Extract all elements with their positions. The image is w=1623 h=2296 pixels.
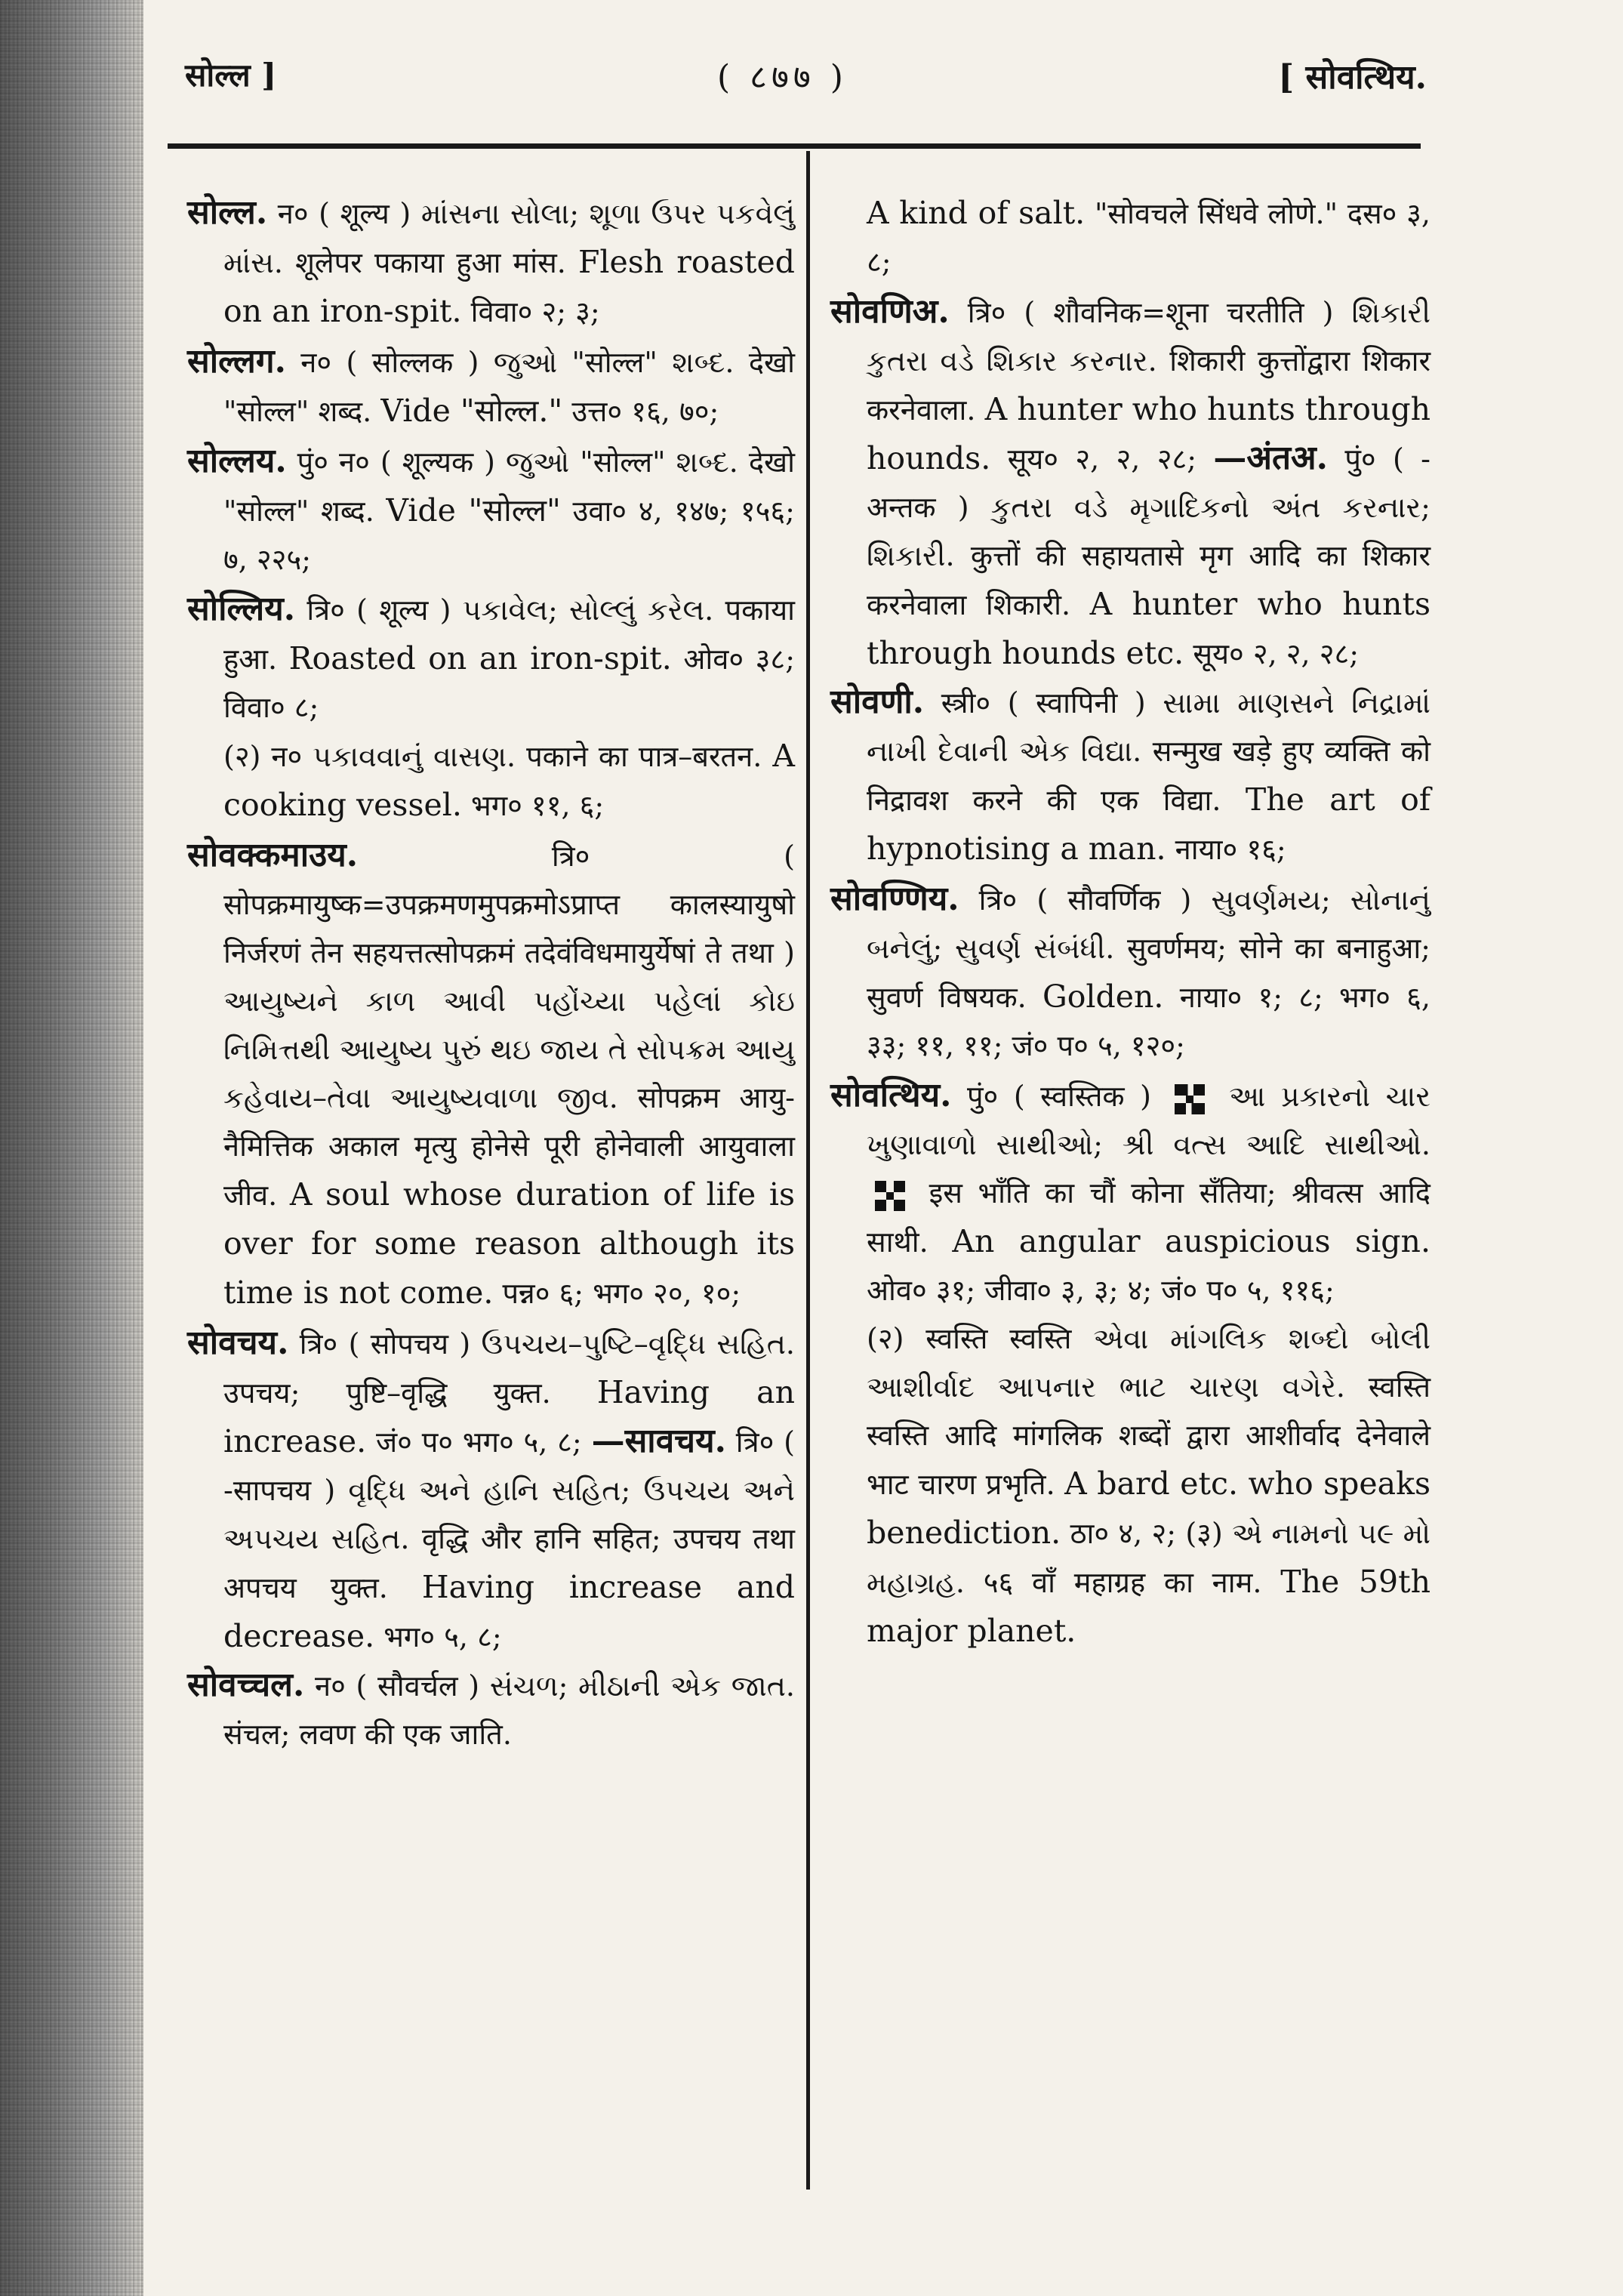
references: भग० ११, ६; xyxy=(470,789,605,822)
dictionary-entry xyxy=(187,189,795,336)
dictionary-entry xyxy=(187,1661,795,1758)
entry-definition: (३) એ નામનો ૫૯ મો મહાગ્રહ. ५६ वाँ महाग्रह का नाम. xyxy=(867,1517,1431,1599)
left-column xyxy=(187,189,795,2227)
references: विवा० २; ३; xyxy=(470,295,600,328)
headword: सोवणिअ. xyxy=(830,292,950,331)
english-gloss: The 59th major planet. xyxy=(867,1564,1431,1649)
sub-headword: —अंतअ. xyxy=(1213,439,1328,477)
dictionary-entry xyxy=(830,1071,1431,1314)
references: पन्न० ६; भग० २०, १०; xyxy=(502,1277,741,1310)
entry-definition: त्रि० ( सोपक्रमायुष्क=उपक्रमणमुपक्रमोऽप्राप्त कालस्यायुषो निर्जरणं तेन सहयत्तत्सोपक्रमं तदेवंविधमायुर्येषां ते तथा ) આયુષ્યને કાળ આવી પહોંચ્યા પહેલાં કોઇ નિમિત્તથી આયુષ્ય પુરું થઇ જાય તે સોપક્રમ આયુ કહેવાય–તેવા આયુષ્યવાળા જીવ. सोपक्रम आयु-नैमित्तिक अकाल मृत्यु होनेसे पूरी होनेवाली आयुवाला जीव. xyxy=(223,840,795,1212)
swastika-icon xyxy=(1171,1080,1209,1118)
scan-edge-shadow xyxy=(0,0,143,2296)
english-gloss: The art of hypnotising a man. xyxy=(867,781,1431,867)
dictionary-entry xyxy=(187,1319,795,1661)
references: "सोवचले सिंधवे लोणे." दस० ३, ८; xyxy=(867,197,1431,279)
english-gloss: Roasted on an iron-spit. xyxy=(288,640,672,676)
entry-definition: त्रि० ( शूल्य ) પકાવેલ; સોલ્લું કરેલ. पकाया हुआ. xyxy=(223,593,795,676)
dictionary-entry xyxy=(830,678,1431,874)
references: उवा० ४, १४७; १५६; ७, २२५; xyxy=(223,495,795,576)
dictionary-entry xyxy=(187,337,795,436)
entry-definition: न० ( सोल्लक ) જુઓ "सोल्ल" શબ્દ. देखो "सोल्ल" शब्द. xyxy=(223,346,795,428)
headword: सोवणी. xyxy=(830,683,925,721)
references: जं० प० भग० ५, ८; xyxy=(375,1425,582,1459)
entry-definition: स्त्री० ( स्वापिनी ) સામા માણસને નિદ્રામાં નાખી દેવાની એક વિદ્યા. सन्मुख खड़े हुए व्यक्ति को निद्रावश करने की एक विद्या. xyxy=(867,686,1431,817)
references: सूय० २, २, २८; xyxy=(1193,637,1360,670)
references: नाया० १६; xyxy=(1175,833,1286,866)
english-gloss: Having increase and decrease. xyxy=(223,1569,795,1654)
references: नाया० १; ८; भग० ६, ३३; ११, ११; जं० प० ५, १२०; xyxy=(867,981,1431,1062)
headword: सोवच्चल. xyxy=(187,1666,305,1704)
headword: सोवण्णिय. xyxy=(830,880,959,918)
entry-definition: पुं० न० ( शूल्यक ) જુઓ "सोल्ल" શબ્દ. देखो "सोल्ल" शब्द. xyxy=(223,445,795,528)
headword: सोवचय. xyxy=(187,1324,289,1362)
dictionary-entry xyxy=(187,831,795,1318)
entry-definition: न० ( सौवर्चल ) સંચળ; મીઠાની એક જાત. संचल; लवण की एक जाति. xyxy=(223,1669,795,1751)
english-gloss: An angular auspicious sign. xyxy=(952,1223,1431,1259)
dictionary-entry xyxy=(187,585,795,732)
header-first-word: सोल्ल ] xyxy=(185,57,277,94)
entry-subsense xyxy=(830,1314,1431,1656)
dictionary-entry xyxy=(187,437,795,584)
english-gloss: A bard etc. who speaks benediction. xyxy=(867,1465,1431,1551)
english-gloss: Flesh roasted on an iron-spit. xyxy=(223,244,795,329)
dictionary-entry xyxy=(830,875,1431,1070)
column-divider xyxy=(806,151,810,2190)
header-rule xyxy=(168,143,1421,149)
references: सूय० २, २, २८; xyxy=(1007,442,1197,476)
english-gloss: Vide "सोल्ल." xyxy=(380,393,563,429)
headword: सोल्लिय. xyxy=(187,590,296,628)
page-number: ( ८७७ ) xyxy=(717,58,848,97)
entry-definition: इस भाँति का चौं कोना सँतिया; श्रीवत्स आदि साथी. xyxy=(867,1176,1431,1259)
entry-definition: આ પ્રકારનો ચાર ખુણાવાળો સાથીઓ; શ્રી વત્સ આદિ સાથીઓ. xyxy=(867,1080,1431,1161)
headword: सोवक्कमाउय. xyxy=(187,836,359,874)
references: ओव० ३८; विवा० ८; xyxy=(223,643,795,724)
english-gloss: A hunter who hunts through hounds etc. xyxy=(867,586,1431,671)
entry-definition: (२) न० પકાવવાનું વાસણ. पकाने का पात्र–बरतन. xyxy=(223,740,762,773)
references: ओव० ३१; जीवा० ३, ३; ४; जं० प० ५, ११६; xyxy=(867,1274,1335,1307)
references: उत्त० १६, ७०; xyxy=(571,395,719,428)
entry-definition: त्रि० ( सौवर्णिक ) સુવર્ણમય; સોનાનું બનેલું; સુવર્ણ સંબંધી. सुवर्णमय; सोने का बनाहुआ; सुवर्ण विषयक. xyxy=(867,883,1431,1014)
entry-definition: त्रि० ( -सापचय ) વૃદ્ધિ અને હાનિ સહિત; ઉપચય અને અપચય સહિત. वृद्धि और हानि सहित; उपचय तथा अपचय युक्त. xyxy=(223,1425,795,1604)
headword: सोवत्थिय. xyxy=(830,1076,952,1114)
entry-continuation xyxy=(187,732,795,830)
english-gloss: A kind of salt. xyxy=(867,195,1086,231)
references: ठा० ४, २; xyxy=(1070,1517,1177,1550)
headword: सोल्लग. xyxy=(187,342,286,381)
english-gloss: Having an increase. xyxy=(223,1374,795,1459)
english-gloss: Vide "सोल्ल" xyxy=(386,492,561,529)
entry-definition: पुं० ( -अन्तक ) કુતરા વડે મૃગાદિકનો અંત કરનાર; શિકારી. कुत्तों की सहायतासे मृग आदि का शिकार करनेवाला शिकारी. xyxy=(867,442,1431,621)
entry-definition: त्रि० ( सोपचय ) ઉપચય–પુષ્ટિ–વૃદ્ધિ સહિત. उपचय; पुष्टि–वृद्धि युक्त. xyxy=(223,1327,795,1410)
dictionary-entry xyxy=(830,288,1431,678)
references: भग० ५, ८; xyxy=(383,1620,502,1653)
header-last-word: [ सोवत्थिय. xyxy=(1278,58,1427,97)
english-gloss: A soul whose duration of life is over for some reason although its time is not come. xyxy=(223,1176,795,1311)
entry-definition: न० ( शूल्य ) માંસના સોલા; શૂળા ઉપર પકવેલું માંસ. शूलेपर पकाया हुआ मांस. xyxy=(223,197,795,279)
entry-definition: त्रि० ( शौवनिक=शूना चरतीति ) શિકારી કુતરા વડે શિકાર કરનાર. शिकारी कुत्तोंद्वारा शिकार करनेवाला. xyxy=(867,296,1431,427)
headword: सोल्ल. xyxy=(187,193,268,232)
entry-continuation xyxy=(830,189,1431,286)
english-gloss: A hunter who hunts through hounds. xyxy=(867,391,1431,476)
right-column xyxy=(830,189,1431,2227)
page-header xyxy=(174,53,1427,121)
english-gloss: Golden. xyxy=(1042,978,1164,1015)
swastika-icon xyxy=(871,1177,909,1215)
entry-definition: पुं० ( स्वस्तिक ) xyxy=(966,1080,1151,1113)
sub-headword: —सावचय. xyxy=(591,1422,726,1460)
headword: सोल्लय. xyxy=(187,442,287,480)
entry-definition: (२) स्वस्ति स्वस्ति એવા માંગલિક શબ્દો બોલી આશીર્વાદ આપનાર ભાટ ચારણ વગેરે. स्वस्ति स्वस्ति आदि मांगलिक शब्दों द्वारा आशीर्वाद देनेवाले भाट चारण प्रभृति. xyxy=(867,1322,1431,1501)
english-gloss: A cooking vessel. xyxy=(223,738,795,823)
